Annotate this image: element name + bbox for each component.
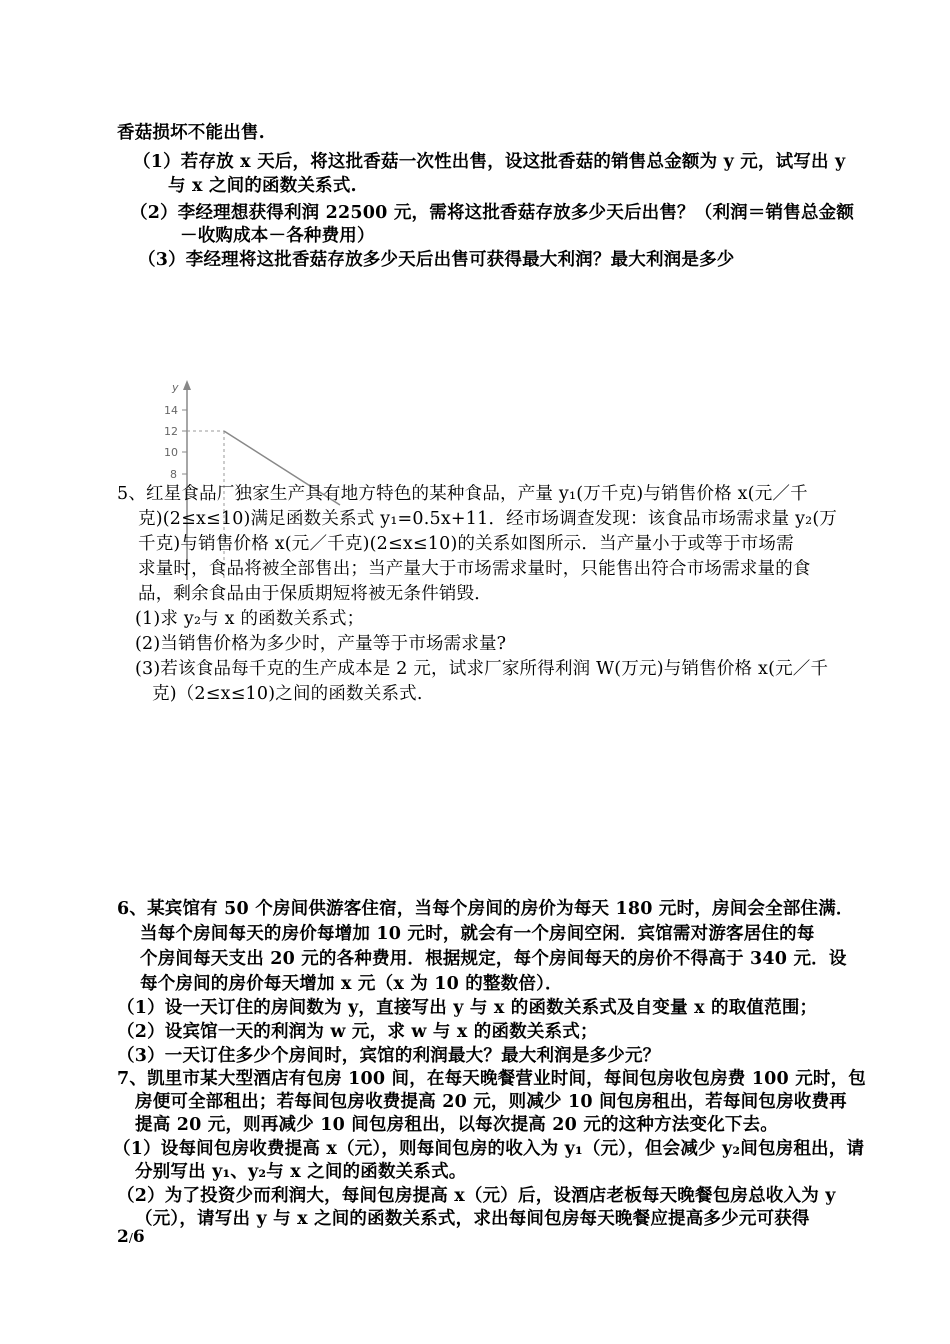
problem-7-question-1-cont: 分别写出 y₁、y₂与 x 之间的函数关系式。 <box>135 1162 467 1182</box>
problem-5-line-5: 品，剩余食品由于保质期短将被无条件销毁． <box>138 584 492 604</box>
question-2-cont: －收购成本－各种费用） <box>180 226 375 246</box>
problem-7-question-2-cont: （元），请写出 y 与 x 之间的函数关系式，求出每间包房每天晚餐应提高多少元可获得 <box>135 1209 810 1229</box>
page-number <box>117 1227 145 1247</box>
problem-6-line-3: 个房间每天支出 20 元的各种费用．根据规定，每个房间每天的房价不得高于 340 元．设 <box>140 949 847 969</box>
question-1: （1）若存放 x 天后，将这批香菇一次性出售，设这批香菇的销售总金额为 y 元，试写出 y <box>133 152 846 172</box>
tick-label: 8 <box>170 468 177 481</box>
problem-5-line-3: 千克)与销售价格 x(元／千克)(2≤x≤10)的关系如图所示．当产量小于或等于市场需 <box>138 534 794 554</box>
problem-6-line-2: 当每个房间每天的房价每增加 10 元时，就会有一个房间空闲．宾馆需对游客居住的每 <box>140 924 815 944</box>
problem-5-line-4: 求量时，食品将被全部售出；当产量大于市场需求量时，只能售出符合市场需求量的食 <box>138 559 811 579</box>
problem-7-line-2: 房便可全部租出；若每间包房收费提高 20 元，则减少 10 间包房租出，若每间包房收费再 <box>135 1092 847 1112</box>
page-current: 2 <box>117 1227 129 1247</box>
problem-5-line-2: 克)(2≤x≤10)满足函数关系式 y₁=0.5x+11．经市场调查发现：该食品市场需求量 y₂(万 <box>138 509 838 529</box>
problem-6-question-2: （2）设宾馆一天的利润为 w 元，求 w 与 x 的函数关系式； <box>117 1022 598 1042</box>
page-separator: / <box>128 1231 133 1245</box>
tick-label: 12 <box>164 425 178 438</box>
problem-6-line-4: 每个房间的房价每天增加 x 元（x 为 10 的整数倍）． <box>140 974 563 994</box>
problem-7-line-3: 提高 20 元，则再减少 10 间包房租出，以每次提高 20 元的这种方法变化下去。 <box>135 1115 779 1135</box>
problem-5-question-2: (2)当销售价格为多少时，产量等于市场需求量? <box>135 634 507 654</box>
tick-label: 10 <box>164 446 178 459</box>
page-total: 6 <box>132 1227 145 1247</box>
continued-text: 香菇损坏不能出售. <box>117 123 265 143</box>
problem-6-question-1: （1）设一天订住的房间数为 y，直接写出 y 与 x 的函数关系式及自变量 x 的取值范围； <box>117 998 818 1018</box>
problem-7-question-2: （2）为了投资少而利润大，每间包房提高 x（元）后，设酒店老板每天晚餐包房总收入为 y <box>117 1186 836 1206</box>
y-axis-arrow <box>183 380 191 390</box>
problem-7-question-1: （1）设每间包房收费提高 x（元），则每间包房的收入为 y₁（元），但会减少 y₂间包房租出，请 <box>113 1139 865 1159</box>
question-2: （2）李经理想获得利润 22500 元，需将这批香菇存放多少天后出售？（利润＝销售总金额 <box>130 203 855 223</box>
problem-6-question-3: （3）一天订住多少个房间时，宾馆的利润最大？最大利润是多少元？ <box>117 1046 661 1066</box>
problem-7-line-1: 7、凯里市某大型酒店有包房 100 间，在每天晚餐营业时间，每间包房收包房费 100 元时，包 <box>117 1069 867 1089</box>
tick-label: 14 <box>164 404 178 417</box>
problem-5-question-3-cont: 克)（2≤x≤10)之间的函数关系式. <box>152 684 423 704</box>
y-axis-label: y <box>172 381 179 394</box>
problem-6-line-1: 6、某宾馆有 50 个房间供游客住宿，当每个房间的房价为每天 180 元时，房间会全部住满． <box>117 899 854 919</box>
problem-5-line-1: 5、红星食品厂独家生产具有地方特色的某种食品，产量 y₁(万千克)与销售价格 x(元／千 <box>117 484 808 504</box>
question-1-cont: 与 x 之间的函数关系式. <box>168 176 357 196</box>
question-3: （3）李经理将这批香菇存放多少天后出售可获得最大利润？最大利润是多少 <box>138 250 735 270</box>
problem-5-question-1: (1)求 y₂与 x 的函数关系式； <box>135 609 365 629</box>
problem-5-question-3: (3)若该食品每千克的生产成本是 2 元，试求厂家所得利润 W(万元)与销售价格 x(元／千 <box>135 659 829 679</box>
